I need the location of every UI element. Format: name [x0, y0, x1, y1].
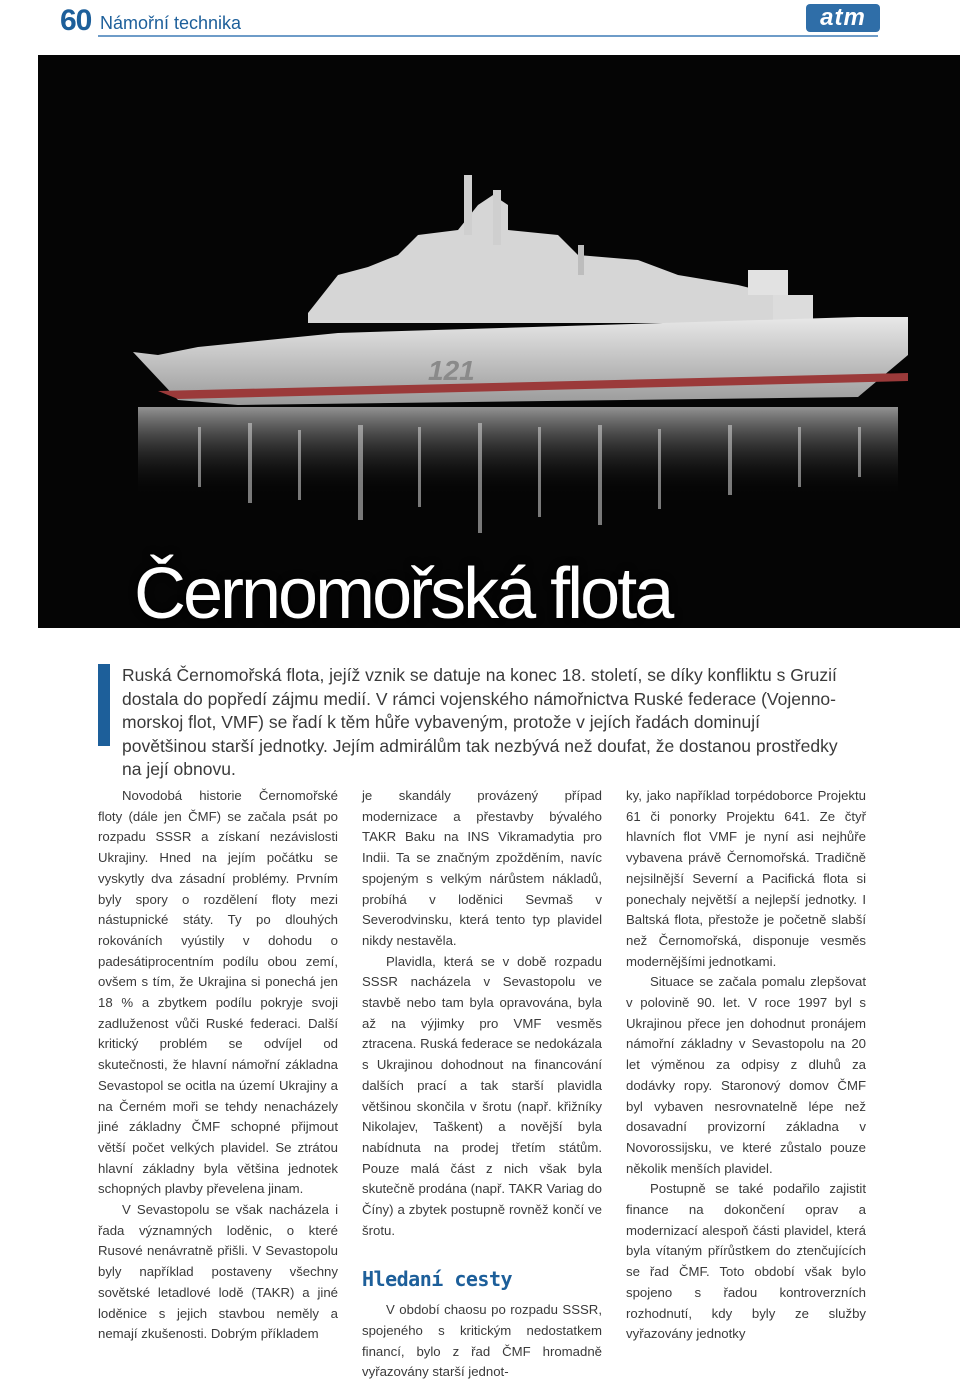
hull-number: 121 — [428, 355, 475, 386]
paragraph: Novodobá historie Černomořské floty (dále jen ČMF) se začala psát po rozpadu SSSR a získaní nezávislosti Ukrajiny. Hned na jejím počátku se vyskytly dva zásadní problémy. Prvním byly spory o rozdělení floty mezi nástupnické státy. Ty po dlouhých rokováních vyústily v dohodu o padesátiprocentním podílu obou zemí, ovšem s tím, že Ukrajina si ponechá jen 18 % a zbytkem podílu pokryje svoji zadluženost vůči Ruské federaci. Další kritický problém se odvíjel od skutečnosti, že hlavní námořní základna Sevastopol se ocitla na území Ukrajiny a na Černém moři se tehdy nenacházely jiné základny ČMF schopné přijmout větší počet velkých plavidel. Se ztrátou hlavní základny byla většina jednotek schopných plavby převelena jinam. — [98, 788, 338, 1197]
page-header — [0, 0, 960, 42]
article-title: Černomořská flota — [134, 554, 672, 628]
paragraph: Situace se začala pomalu zlepšovat v polovině 90. let. V roce 1997 byl s Ukrajinou přece jen dohodnut pronájem námořní základny v Sevastopolu na 20 let výměnou za odpisy z dluhů za dodávky ropy. Staronový domov ČMF byl vybaven nesrovnatelně lépe než dosavadní provizorní základna v Novorossijsku, ve které zůstalo pouze několik menších plavidel. — [626, 974, 866, 1176]
section-title: Námořní technika — [100, 13, 242, 33]
paragraph: Plavidla, která se v době rozpadu SSSR nacházela v Sevastopolu ve stavbě nebo tam byla opravována, byla až na výjimky pro VMF vesměs ztracena. Ruská federace se nedokázala s Ukrajinou dohodnout na financování dalších prací a tak starší plavidla většinou skončila v šrotu (např. křižníky Nikolajev, Taškent) a novější byla nabídnuta na prodej třetím státům. Pouze malá část z nich však byla skutečně prodána (např. TAKR Variag do Číny) a zbytek postupně rovněž končí ve šrotu. — [362, 953, 602, 1238]
text-column-1 — [98, 786, 338, 1345]
text-column-3 — [626, 786, 866, 1345]
header-rule — [98, 35, 878, 37]
paragraph: Postupně se také podařilo zajistit finance na dokončení oprav a modernizací alespoň části plavidel, která byla vítaným přírůstkem do ztenčujících se řad ČMF. Toto období však bylo spojeno s řadou kontroverzních rozhodnutí, kdy byly ze služby vyřazovány jednotky — [626, 1181, 866, 1342]
lead-accent-bar — [98, 664, 110, 746]
warship-illustration — [38, 55, 960, 628]
page-number: 60 — [60, 4, 92, 37]
text-column-2 — [362, 786, 602, 1383]
paragraph: je skandály provázený případ modernizace a přestavby bývalého TAKR Baku na INS Vikramadytia pro Indii. Ta se značným zpožděním, navíc spojeným s velkým nárůstem nákladů, probíhá v loděnici Sevmaš v Severodvinsku, která tento typ plavidel nikdy nestavěla. — [362, 788, 602, 948]
paragraph: ky, jako například torpédoborce Projektu 61 či ponorky Projektu 641. Ze čtyř hlavních flot VMF je nyní asi nejhůře vybavena právě Černomořská. Tradičně nejsilnější Severní a Pacifická flota si ponechaly největší a nejlepší jednotky. I Baltská flota, přestože je početně slabší než Černomořská, disponuje vesměs modernějšími jednotkami. — [626, 788, 866, 969]
paragraph: V Sevastopolu se však nacházela i řada významných loděnic, o které Rusové nenávratně přišli. V Sevastopolu byly například postaveny všechny sovětské letadlové lodě (TAKR) a jiné loděnice s jejich stavbou neměly a nemají zkušenosti. Dobrým příkladem — [98, 1202, 338, 1342]
magazine-logo: atm — [806, 4, 880, 32]
subheading: Hledaní cesty — [362, 1267, 513, 1292]
hero-photo — [38, 55, 960, 628]
paragraph: V období chaosu po rozpadu SSSR, spojeného s kritickým nedostatkem financí, bylo z řad ČMF hromadně vyřazovány starší jednot- — [362, 1302, 602, 1380]
lead-paragraph: Ruská Černomořská flota, jejíž vznik se datuje na konec 18. století, se díky konfliktu s Gruzií dostala do popředí zájmu medií. V rámci vojenského námořnictva Ruské federace (Vojenno-morskoj flot, VMF) se řadí k těm hůře vybaveným, protože v jejích řadách dominují povětšinou starší jednotky. Jejím admirálům tak nezbývá než doufat, že dostanou prostředky na její obnovu. — [122, 665, 838, 779]
